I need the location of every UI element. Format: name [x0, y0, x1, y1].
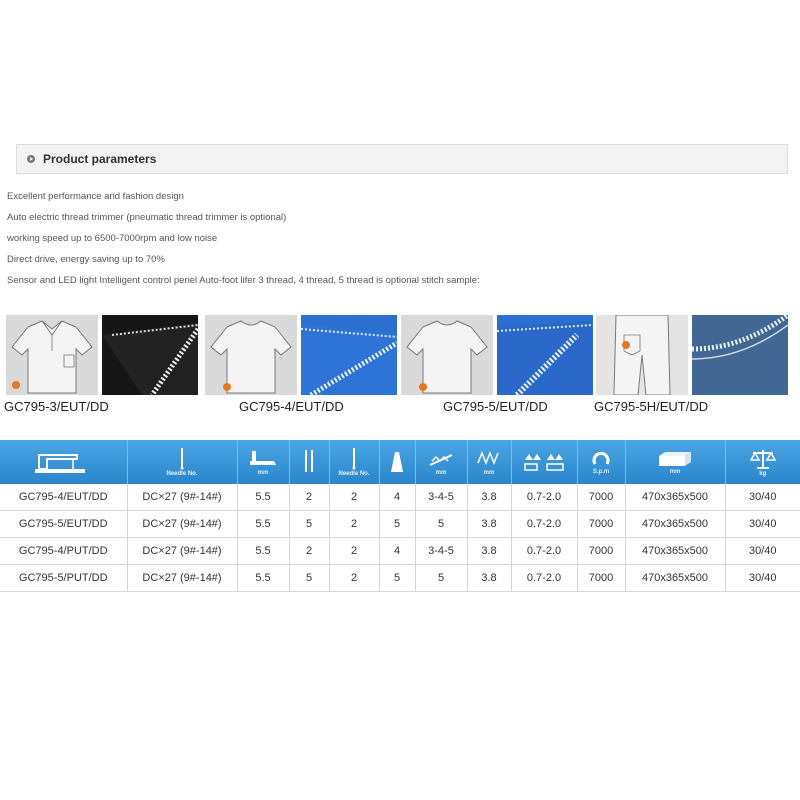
table-row: [0, 484, 800, 511]
table-cell: 5: [415, 565, 467, 592]
table-row: [0, 538, 800, 565]
table-cell: 3.8: [467, 511, 511, 538]
table-cell: DC×27 (9#-14#): [127, 565, 237, 592]
table-cell: 5: [379, 565, 415, 592]
table-cell: 0.7-2.0: [511, 484, 577, 511]
table-cell: GC795-5/EUT/DD: [0, 511, 127, 538]
header-cell: [577, 440, 625, 484]
table-cell: 5: [379, 511, 415, 538]
table-cell: 30/40: [725, 484, 800, 511]
table-cell: 3.8: [467, 484, 511, 511]
table-cell: 7000: [577, 538, 625, 565]
section-title: Product parameters: [43, 152, 157, 166]
sewing-machine-icon: [33, 449, 93, 475]
feature-list: [7, 190, 480, 295]
feature-line: working speed up to 6500-7000rpm and low noise: [7, 233, 218, 244]
needle-icon: [177, 448, 187, 470]
table-cell: 5.5: [237, 565, 289, 592]
header-cell: [625, 440, 725, 484]
table-cell: 2: [329, 565, 379, 592]
box-icon: [655, 450, 695, 468]
table-cell: 7000: [577, 484, 625, 511]
feature-line: Sensor and LED light Intelligent control penel Auto-foot lifer 3 thread, 4 thread, 5 thread is optional stitch sample:: [7, 275, 480, 286]
header-cell: [329, 440, 379, 484]
table-cell: 7000: [577, 511, 625, 538]
header-cell: [237, 440, 289, 484]
table-cell: 5.5: [237, 538, 289, 565]
product-label: GC795-3/EUT/DD: [4, 399, 109, 414]
header-caption: kg: [759, 470, 767, 477]
feed-dog-icon: [428, 449, 454, 469]
double-needle-icon: [302, 450, 316, 474]
header-caption: mm: [669, 468, 681, 475]
stitch-width-icon: [476, 449, 502, 469]
header-cell: [725, 440, 800, 484]
table-cell: 3.8: [467, 538, 511, 565]
header-caption: S.p.m: [592, 468, 610, 475]
table-cell: 5: [289, 565, 329, 592]
product-label: GC795-4/EUT/DD: [239, 399, 344, 414]
header-cell: [0, 440, 127, 484]
spec-table: [0, 440, 800, 592]
table-cell: GC795-4/EUT/DD: [0, 484, 127, 511]
table-cell: DC×27 (9#-14#): [127, 538, 237, 565]
jeans-image: [596, 315, 688, 395]
feature-line: Auto electric thread trimmer (pneumatic thread trimmer is optional): [7, 212, 287, 223]
table-cell: 0.7-2.0: [511, 565, 577, 592]
table-cell: 0.7-2.0: [511, 511, 577, 538]
header-caption: Needle No.: [166, 470, 198, 477]
table-cell: 5: [289, 511, 329, 538]
table-cell: 30/40: [725, 511, 800, 538]
header-cell: [379, 440, 415, 484]
fabric-sample-image: [301, 315, 397, 395]
fabric-sample-image: [497, 315, 593, 395]
table-cell: 470x365x500: [625, 565, 725, 592]
feature-line: Direct drive, energy saving up to 70%: [7, 254, 165, 265]
table-cell: 5: [415, 511, 467, 538]
t-shirt-image: [205, 315, 297, 395]
table-cell: 4: [379, 484, 415, 511]
table-cell: GC795-4/PUT/DD: [0, 538, 127, 565]
table-cell: 2: [329, 484, 379, 511]
feature-line: Excellent performance and fashion design: [7, 191, 184, 202]
header-cell: [511, 440, 577, 484]
table-cell: 5.5: [237, 484, 289, 511]
needle-icon: [349, 448, 359, 470]
header-caption: mm: [435, 469, 447, 476]
header-cell: [415, 440, 467, 484]
header-caption: mm: [257, 469, 269, 476]
table-cell: 2: [329, 511, 379, 538]
table-cell: DC×27 (9#-14#): [127, 484, 237, 511]
table-row: [0, 511, 800, 538]
table-cell: 3-4-5: [415, 484, 467, 511]
table-cell: 7000: [577, 565, 625, 592]
table-cell: 2: [289, 484, 329, 511]
table-cell: 470x365x500: [625, 511, 725, 538]
table-cell: 4: [379, 538, 415, 565]
table-cell: 30/40: [725, 538, 800, 565]
table-cell: GC795-5/PUT/DD: [0, 565, 127, 592]
table-cell: 2: [329, 538, 379, 565]
header-cell: [127, 440, 237, 484]
t-shirt-image: [401, 315, 493, 395]
table-cell: 3-4-5: [415, 538, 467, 565]
product-samples: [0, 315, 800, 420]
table-cell: DC×27 (9#-14#): [127, 511, 237, 538]
fabric-sample-image: [102, 315, 198, 395]
table-cell: 5.5: [237, 511, 289, 538]
table-cell: 470x365x500: [625, 484, 725, 511]
thread-cone-icon: [390, 450, 404, 474]
product-label: GC795-5H/EUT/DD: [594, 399, 709, 414]
table-cell: 3.8: [467, 565, 511, 592]
presser-foot-icon: [248, 449, 278, 469]
table-cell: 470x365x500: [625, 538, 725, 565]
speed-icon: [591, 450, 611, 468]
differential-feed-icon: [521, 450, 567, 474]
table-row: [0, 565, 800, 592]
header-cell: [289, 440, 329, 484]
product-label: GC795-5/EUT/DD: [443, 399, 548, 414]
table-cell: 30/40: [725, 565, 800, 592]
weight-scale-icon: [750, 448, 776, 470]
header-cell: [467, 440, 511, 484]
section-header: [16, 144, 788, 174]
polo-shirt-image: [6, 315, 98, 395]
fabric-sample-image: [692, 315, 788, 395]
header-caption: mm: [483, 469, 495, 476]
table-cell: 2: [289, 538, 329, 565]
header-caption: Needle No.: [338, 470, 370, 477]
play-bullet-icon: [27, 155, 35, 163]
table-cell: 0.7-2.0: [511, 538, 577, 565]
table-header-row: [0, 440, 800, 484]
